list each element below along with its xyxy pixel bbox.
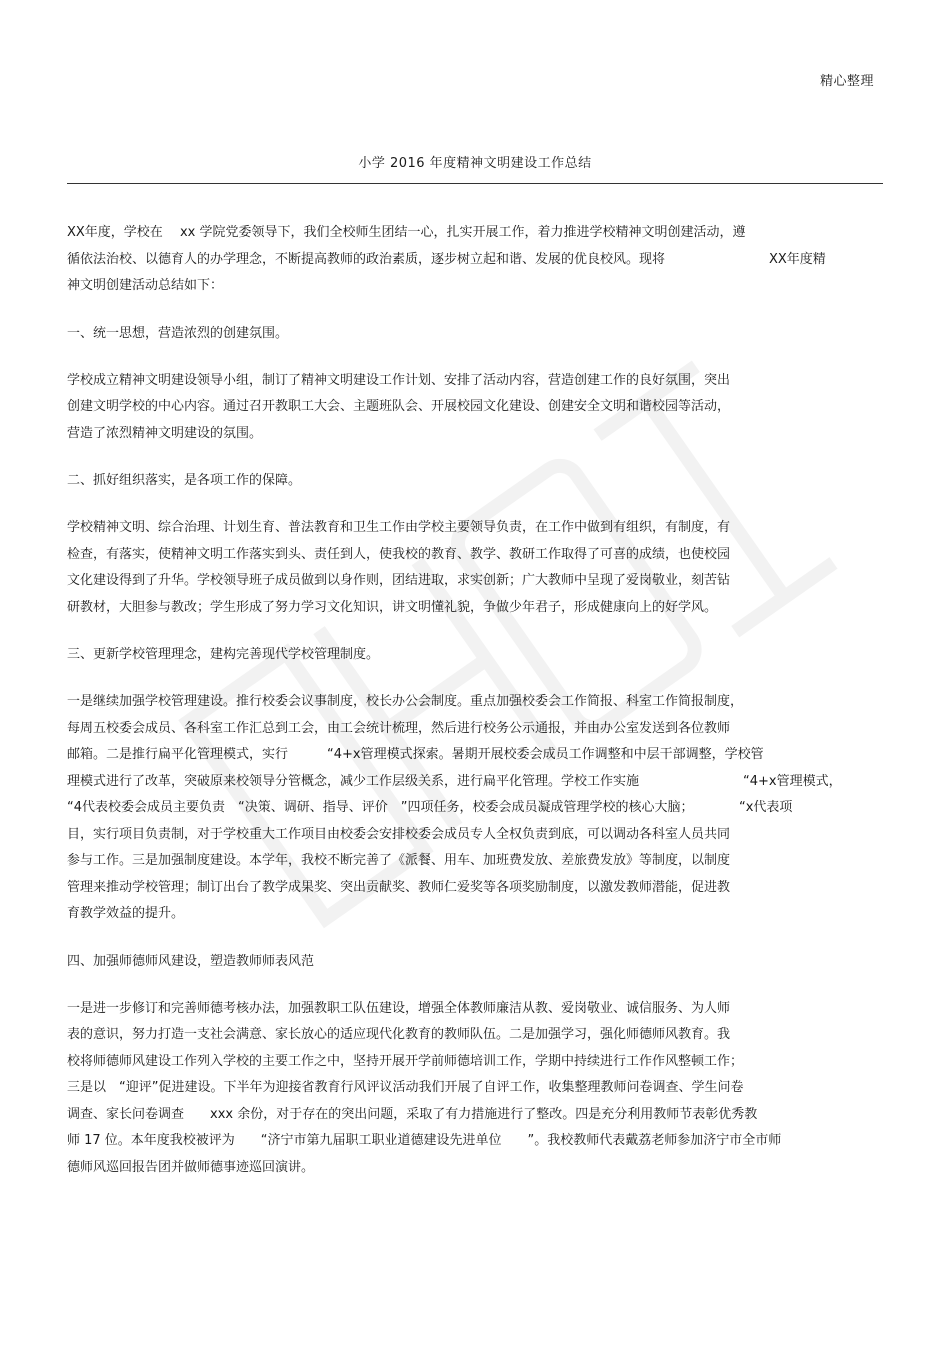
paragraph-line: 校将师德师风建设工作列入学校的主要工作之中，坚持开展开学前师德培训工作，学期中持续进行工作作风整顿工作； (67, 1053, 744, 1069)
paragraph-line: 师 17 位。本年度我校被评为 “济宁市第九届职工职业道德建设先进单位 ”。我校教师代表戴荔老师参加济宁市全市师 (67, 1133, 782, 1148)
paragraph (67, 689, 883, 928)
section-heading: 三、更新学校管理理念，建构完善现代学校管理制度。 (67, 647, 380, 662)
paragraph-line: 神文明创建活动总结如下： (67, 278, 224, 293)
section-heading: 四、加强师德师风建设，塑造教师师表风范 (67, 953, 315, 969)
paragraph (67, 220, 883, 300)
document-body (67, 220, 883, 1202)
section-heading: 二、抓好组织落实，是各项工作的保障。 (67, 473, 302, 488)
paragraph-line: 一是进一步修订和完善师德考核办法，加强教职工队伍建设，增强全体教师廉洁从教、爱岗敬业、诚信服务、为人师 (67, 1000, 731, 1016)
paragraph-line: 德师风巡回报告团并做师德事迹巡回演讲。 (67, 1159, 315, 1175)
paragraph-line: 学校精神文明、综合治理、计划生育、普法教育和卫生工作由学校主要领导负责，在工作中做到有组织，有制度，有 (67, 520, 731, 535)
paragraph-line: 参与工作。三是加强制度建设。本学年，我校不断完善了《派餐、用车、加班费发放、差旅费发放》等制度，以制度 (67, 853, 731, 868)
title-divider (67, 183, 883, 184)
paragraph-line: 管理来推动学校管理；制订出台了教学成果奖、突出贡献奖、教师仁爱奖等各项奖励制度，以激发教师潜能，促进教 (67, 879, 731, 895)
paragraph-line: 一是继续加强学校管理建设。推行校委会议事制度，校长办公会制度。重点加强校委会工作简报、科室工作简报制度， (67, 694, 744, 709)
paragraph-line: XX年度，学校在 xx 学院党委领导下，我们全校师生团结一心，扎实开展工作，着力推进学校精神文明创建活动，遵 (67, 225, 746, 240)
paragraph-line: 邮箱。二是推行扁平化管理模式，实行 “4+x管理模式探索。暑期开展校委会成员工作调整和中层干部调整，学校管 (67, 747, 764, 762)
paragraph-line: 育教学效益的提升。 (67, 906, 185, 921)
paragraph-line: 检查，有落实，使精神文明工作落实到头、责任到人，使我校的教育、教学、教研工作取得了可喜的成绩，也使校园 (67, 546, 731, 562)
paragraph-line: “4代表校委会成员主要负责 “决策、调研、指导、评价 ”四项任务，校委会成员凝成管理学校的核心大脑； “x代表项 (67, 800, 793, 815)
paragraph-line: 文化建设得到了升华。学校领导班子成员做到以身作则，团结进取，求实创新；广大教师中呈现了爱岗敬业，刻苦钻 (67, 573, 731, 588)
paragraph-line: 表的意识，努力打造一支社会满意、家长放心的适应现代化教育的教师队伍。二是加强学习，强化师德师风教育。我 (67, 1027, 731, 1042)
paragraph-line: 营造了浓烈精神文明建设的氛围。 (67, 425, 263, 441)
paragraph-line: 三是以 “迎评”促进建设。下半年为迎接省教育行风评议活动我们开展了自评工作，收集整理教师问卷调查、学生问卷 (67, 1080, 744, 1095)
document-title: 小学 2016 年度精神文明建设工作总结 (358, 156, 592, 171)
paragraph (67, 368, 883, 448)
paragraph-line: 目，实行项目负责制，对于学校重大工作项目由校委会安排校委会成员专人全权负责到底，可以调动各科室人员共同 (67, 826, 731, 842)
paragraph-line: 循依法治校、以德育人的办学理念，不断提高教师的政治素质，逐步树立起和谐、发展的优良校风。现将 XX年度精 (67, 251, 826, 267)
paragraph-line: 调查、家长问卷调查 xxx 余份，对于存在的突出问题，采取了有力措施进行了整改。四是充分利用教师节表彰优秀教 (67, 1106, 758, 1122)
paragraph-line: 创建文明学校的中心内容。通过召开教职工大会、主题班队会、开展校园文化建设、创建安全文明和谐校园等活动， (67, 399, 731, 414)
paragraph-line: 理模式进行了改革，突破原来校领导分管概念，减少工作层级关系，进行扁平化管理。学校工作实施 “4+x管理模式， (67, 773, 842, 789)
section-heading: 一、统一思想，营造浓烈的创建氛围。 (67, 325, 289, 341)
paragraph-line: 研教材，大胆参与教改；学生形成了努力学习文化知识，讲文明懂礼貌，争做少年君子，形成健康向上的好学风。 (67, 599, 718, 615)
header-note: 精心整理 (819, 74, 874, 89)
paragraph-line: 每周五校委会成员、各科室工作汇总到工会，由工会统计梳理，然后进行校务公示通报，并由办公室发送到各位教师 (67, 720, 731, 736)
paragraph (67, 515, 883, 621)
paragraph (67, 996, 883, 1182)
paragraph-line: 学校成立精神文明建设领导小组，制订了精神文明建设工作计划、安排了活动内容，营造创建工作的良好氛围，突出 (67, 372, 731, 388)
